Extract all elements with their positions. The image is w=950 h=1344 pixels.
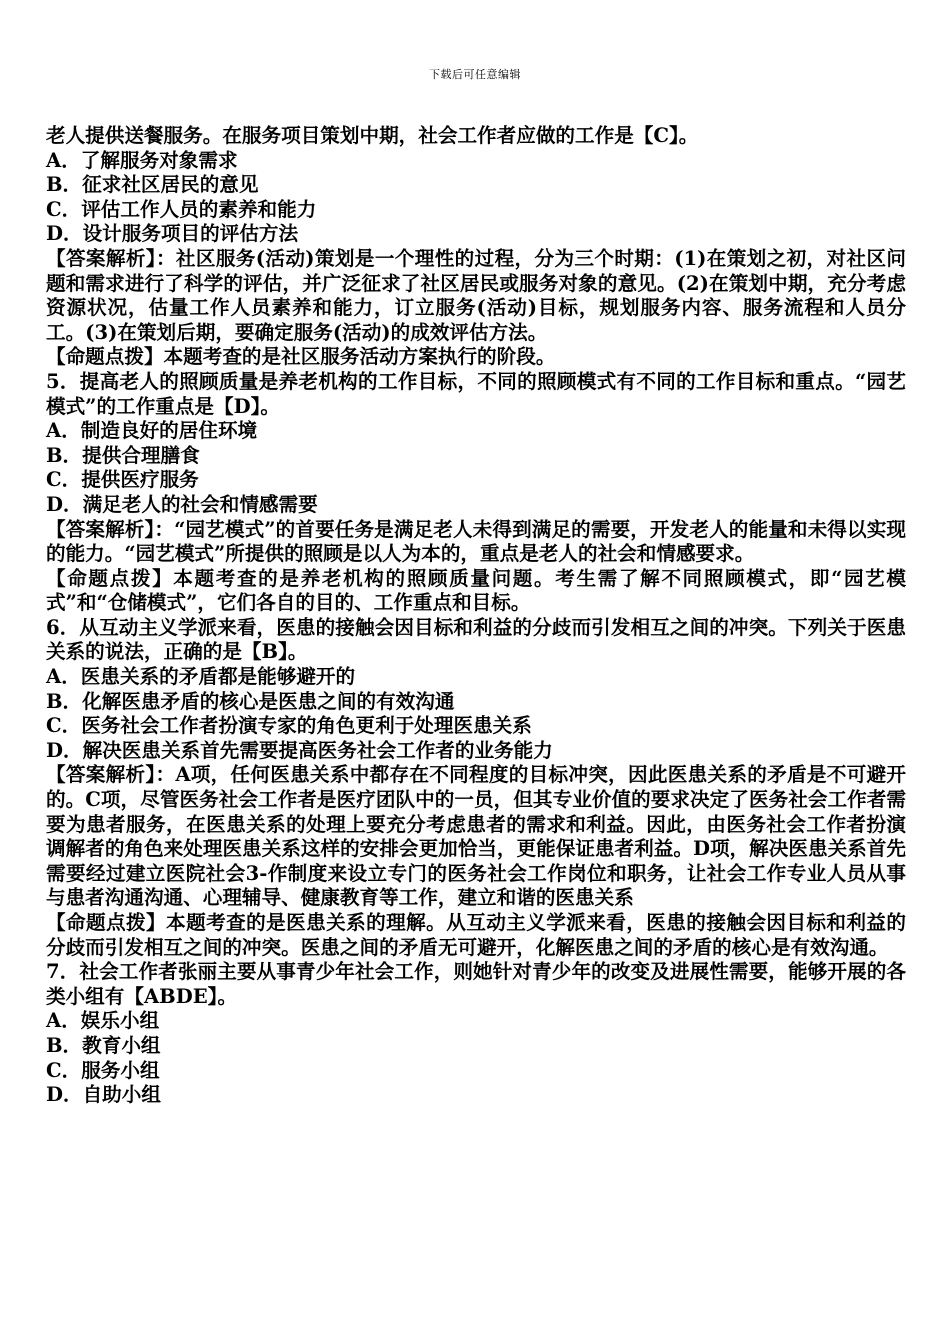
- q5-option-c: C．提供医疗服务: [46, 468, 199, 492]
- q4-option-c: C．评估工作人员的素养和能力: [46, 197, 317, 221]
- q6-option-d: D．解决医患关系首先需要提高医务社会工作者的业务能力: [46, 738, 553, 762]
- q7-option-b: B．教育小组: [46, 1033, 161, 1057]
- question-7-stem: 7．社会工作者张丽主要从事青少年社会工作，则她针对青少年的改变及进展性需要，能够开展的各类小组有【ABDE】。: [46, 960, 906, 1008]
- q4-option-b: B．征求社区居民的意见: [46, 173, 259, 197]
- q4-option-a: A．了解服务对象需求: [46, 148, 238, 172]
- question-5-stem: 5．提高老人的照顾质量是养老机构的工作目标，不同的照顾模式有不同的工作目标和重点。“园艺模式”的工作重点是【D】。: [46, 369, 906, 418]
- q6-key-point: 【命题点拨】本题考查的是医患关系的理解。从互动主义学派来看，医患的接触会因目标和利益的分歧而引发相互之间的冲突。医患之间的矛盾无可避开，化解医患之间的矛盾的核心是有效沟通。: [46, 911, 906, 959]
- q5-option-d: D．满足老人的社会和情感需要: [46, 492, 318, 516]
- q6-answer-explanation: 【答案解析】：A项，任何医患关系中都存在不同程度的目标冲突，因此医患关系的矛盾是不可避开的。C项，尽管医务社会工作者是医疗团队中的一员，但其专业价值的要求决定了医务社会工作者需要为患者服务，在医患关系的处理上要充分考虑患者的需求和利益。因此，由医务社会工作者扮演调解者的角色来处理医患关系这样的安排会更加恰当，更能保证患者利益。D项，解决医患关系首先需要经过建立医院社会3-作制度来设立专门的医务社会工作岗位和职务，让社会工作专业人员从事与患者沟通沟通、心理辅导、健康教育等工作，建立和谐的医患关系: [46, 763, 906, 910]
- q6-option-a: A．医患关系的矛盾都是能够避开的: [46, 665, 356, 689]
- q6-option-b: B．化解医患矛盾的核心是医患之间的有效沟通: [46, 689, 455, 713]
- q6-option-c: C．医务社会工作者扮演专家的角色更利于处理医患关系: [46, 714, 532, 738]
- q7-option-a: A．娱乐小组: [46, 1009, 160, 1033]
- q4-answer-explanation: 【答案解析】：社区服务(活动)策划是一个理性的过程，分为三个时期：(1)在策划之初，对社区问题和需求进行了科学的评估，并广泛征求了社区居民或服务对象的意见。(2)在策划中期，充分考虑资源状况，估量工作人员素养和能力，订立服务(活动)目标，规划服务内容、服务流程和人员分工。(3)在策划后期，要确定服务(活动)的成效评估方法。: [46, 246, 906, 344]
- question-6-stem: 6．从互动主义学派来看，医患的接触会因目标和利益的分歧而引发相互之间的冲突。下列关于医患关系的说法，正确的是【B】。: [46, 615, 906, 664]
- page-header-note: 下载后可任意编辑: [429, 68, 521, 81]
- q7-option-d: D．自助小组: [46, 1083, 161, 1107]
- question-4-stem-tail: 老人提供送餐服务。在服务项目策划中期，社会工作者应做的工作是【C】。: [46, 124, 699, 147]
- q4-option-d: D．设计服务项目的评估方法: [46, 222, 299, 246]
- q5-answer-explanation: 【答案解析】：“园艺模式”的首要任务是满足老人未得到满足的需要，开发老人的能量和未得以实现的能力。“园艺模式”所提供的照顾是以人为本的，重点是老人的社会和情感要求。: [46, 517, 906, 566]
- document-body: [46, 124, 906, 1108]
- q4-key-point: 【命题点拨】本题考查的是社区服务活动方案执行的阶段。: [46, 345, 556, 369]
- q5-option-a: A．制造良好的居住环境: [46, 419, 258, 443]
- q5-option-b: B．提供合理膳食: [46, 443, 200, 467]
- q7-option-c: C．服务小组: [46, 1058, 160, 1082]
- q5-key-point: 【命题点拨】本题考查的是养老机构的照顾质量问题。考生需了解不同照顾模式，即“园艺模式”和“仓储模式”，它们各自的目的、工作重点和目标。: [46, 566, 906, 615]
